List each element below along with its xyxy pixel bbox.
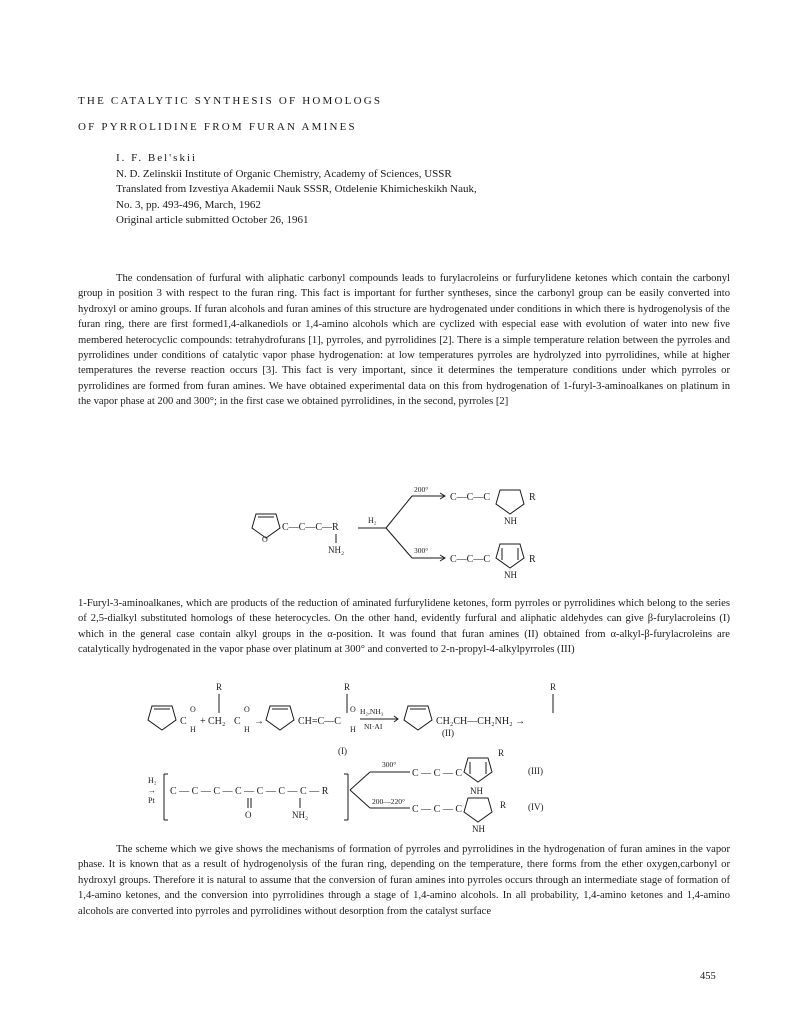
- scheme2-temp-200: 200—220°: [372, 797, 405, 806]
- scheme1-nh2: NH₂: [328, 545, 345, 555]
- scheme2-ni-al: NI·AI: [364, 722, 383, 731]
- furan-ring-icon: [252, 514, 280, 544]
- scheme1-lower-r: R: [529, 554, 536, 565]
- scheme2-o2: O: [244, 705, 250, 714]
- scheme1-temp-300: 300°: [414, 546, 429, 555]
- author-block: [116, 151, 477, 229]
- scheme2-nh-IV: NH: [472, 824, 485, 834]
- scheme2-h3: H: [350, 725, 356, 734]
- scheme2-h1: H: [190, 725, 196, 734]
- scheme1-h2: H₂: [368, 516, 377, 525]
- scheme2-long-chain: C — C — C — C — C — C — C — R: [170, 786, 329, 797]
- scheme2-r3: R: [550, 682, 557, 692]
- svg-text:O: O: [262, 535, 268, 544]
- submission-date: Original article submitted October 26, 1961: [116, 214, 309, 226]
- scheme2-c1: C: [180, 716, 187, 727]
- article-title-line-2: OF PYRROLIDINE FROM FURAN AMINES: [78, 121, 357, 133]
- scheme2-ch2: CH₂: [208, 716, 226, 727]
- furan-ring-icon: [404, 706, 432, 730]
- author-affiliation: N. D. Zelinskii Institute of Organic Chemistry, Academy of Sciences, USSR: [116, 167, 452, 180]
- scheme2-pt: Pt: [148, 796, 155, 805]
- compound-label-II: (II): [442, 728, 454, 738]
- pyrrolidine-ring-icon: [496, 490, 524, 514]
- compound-label-III: (III): [528, 766, 543, 776]
- paragraph-mechanism: The scheme which we give shows the mechanisms of formation of pyrroles and pyrrolidines in the hydrogenation of furan amines in the vapor phase. It is known that as a result of hydrogenolysis of the furan ring, depending on the temperature, there forms from the ether oxygen,carbonyl or hydroxyl groups. Therefore it is natural to assume that the conversion of furan amines into pyrroles occurs through an intermediate stage of formation of 1,4-amino ketones, and the conversion into pyrrolidines through a stage of 1,4-amino alcohols. In all probability, 1,4-amino ketones and 1,4-amino alcohols are converted into pyrroles and pyrrolidines without desorption from the catalyst surface: [78, 844, 730, 917]
- scheme2-chain-IV: C — C — C: [412, 804, 463, 815]
- scheme1-chain: C—C—C—R: [282, 522, 339, 533]
- scheme2-h2-lower: H₂: [148, 776, 157, 785]
- compound-label-IV: (IV): [528, 802, 544, 812]
- scheme2-ch-eq-c: CH=C—C: [298, 716, 341, 727]
- scheme2-o1: O: [190, 705, 196, 714]
- pyrrole-ring-icon: [464, 758, 492, 782]
- scheme2-temp-300: 300°: [382, 760, 397, 769]
- scheme2-arrow1: →: [254, 716, 264, 727]
- paragraph-furylaminoalkanes: 1-Furyl-3-aminoalkanes, which are products of the reduction of aminated furfurylidene ketones, form pyrroles or pyrrolidines which belong to the series of 2,5-dialkyl substituted homologs of these heterocycles. On the other hand, evidently furfural and aliphatic aldehydes can give β-furylacroleins (I) which in the general case contain alkyl groups in the α-position. It was found that furan amines (II) obtained from α-alkyl-β-furylacroleins are catalytically hydrogenated in the vapor phase over platinum at 300° and converted to 2-n-propyl-4-alkylpyrroles (III): [78, 598, 730, 656]
- scheme2-h2nh3: H₂,NH₃: [360, 707, 384, 716]
- scheme2-amine-chain: CH₂CH—CH₂NH₂ →: [436, 716, 526, 727]
- scheme1-lower-nh: NH: [504, 570, 517, 580]
- scheme2-r2: R: [344, 682, 351, 692]
- scheme1-upper-chain: C—C—C: [450, 492, 491, 503]
- scheme2-nh-III: NH: [470, 786, 483, 796]
- scheme2-c2: C: [234, 716, 241, 727]
- scheme2-r-IV: R: [500, 800, 507, 810]
- compound-label-I: (I): [338, 746, 347, 756]
- author-name: I. F. Bel'skii: [116, 152, 198, 164]
- article-title-line-1: THE CATALYTIC SYNTHESIS OF HOMOLOGS: [78, 95, 383, 107]
- scheme1-upper-r: R: [529, 492, 536, 503]
- paragraph-introduction: The condensation of furfural with aliphatic carbonyl compounds leads to furylacroleins or furfurylidene ketones which contain the carbonyl group in position 3 with respect to the furan ring. This fact is important for further syntheses, since the carbonyl group can be easily converted into hydroxyl or amino groups. If furan alcohols and furan amines of this structure are hydrogenated under conditions in which there is hydrogenolysis of the furan ring, there are first formed1,4-alkanediols or 1,4-amino alcohols which are cyclized with especial ease with evolution of water into new five membered heterocyclic compounds: tetrahydrofurans [1], pyrroles, and pyrrolidines [2]. There is a simple temperature relation between the pyrroles and pyrrolidines under conditions of catalytic vapor phase hydrogenation: at low temperatures pyrroles are hydrolyzed into pyrrolidines, while at higher temperatures the reverse reaction occurs [3]. This fact is very important, since it determines the temperature conditions under which pyrroles or pyrrolidines are formed from furan amines. We have obtained experimental data on this from hydrogenation of 1-furyl-3-aminoalkanes on platinum in the vapor phase at 200 and 300°; in the first case we obtained pyrrolidines, in the second, pyrroles [2]: [78, 273, 730, 408]
- scheme2-h2: H: [244, 725, 250, 734]
- reaction-scheme-2: [148, 670, 718, 836]
- scheme2-r-III: R: [498, 748, 505, 758]
- scheme2-r1: R: [216, 682, 223, 692]
- furan-ring-icon: [266, 706, 294, 730]
- scheme2-nh2: NH₂: [292, 810, 309, 820]
- pyrrole-ring-icon: [496, 544, 524, 568]
- pyrrolidine-ring-icon: [464, 798, 492, 822]
- scheme1-lower-chain: C—C—C: [450, 554, 491, 565]
- scheme2-ketone-o: O: [245, 810, 252, 820]
- scheme2-arrow-lower: →: [148, 786, 156, 795]
- scheme2-plus: +: [200, 716, 206, 727]
- scheme2-o3: O: [350, 705, 356, 714]
- reaction-scheme-1: [250, 482, 570, 582]
- translation-source: Translated from Izvestiya Akademii Nauk SSSR, Otdelenie Khimicheskikh Nauk,: [116, 183, 477, 195]
- page-number: 455: [700, 971, 716, 982]
- furan-ring-icon: [148, 706, 176, 730]
- scheme1-upper-nh: NH: [504, 516, 517, 526]
- issue-info: No. 3, pp. 493-496, March, 1962: [116, 198, 261, 211]
- scheme2-chain-III: C — C — C: [412, 768, 463, 779]
- scheme1-temp-200: 200°: [414, 485, 429, 494]
